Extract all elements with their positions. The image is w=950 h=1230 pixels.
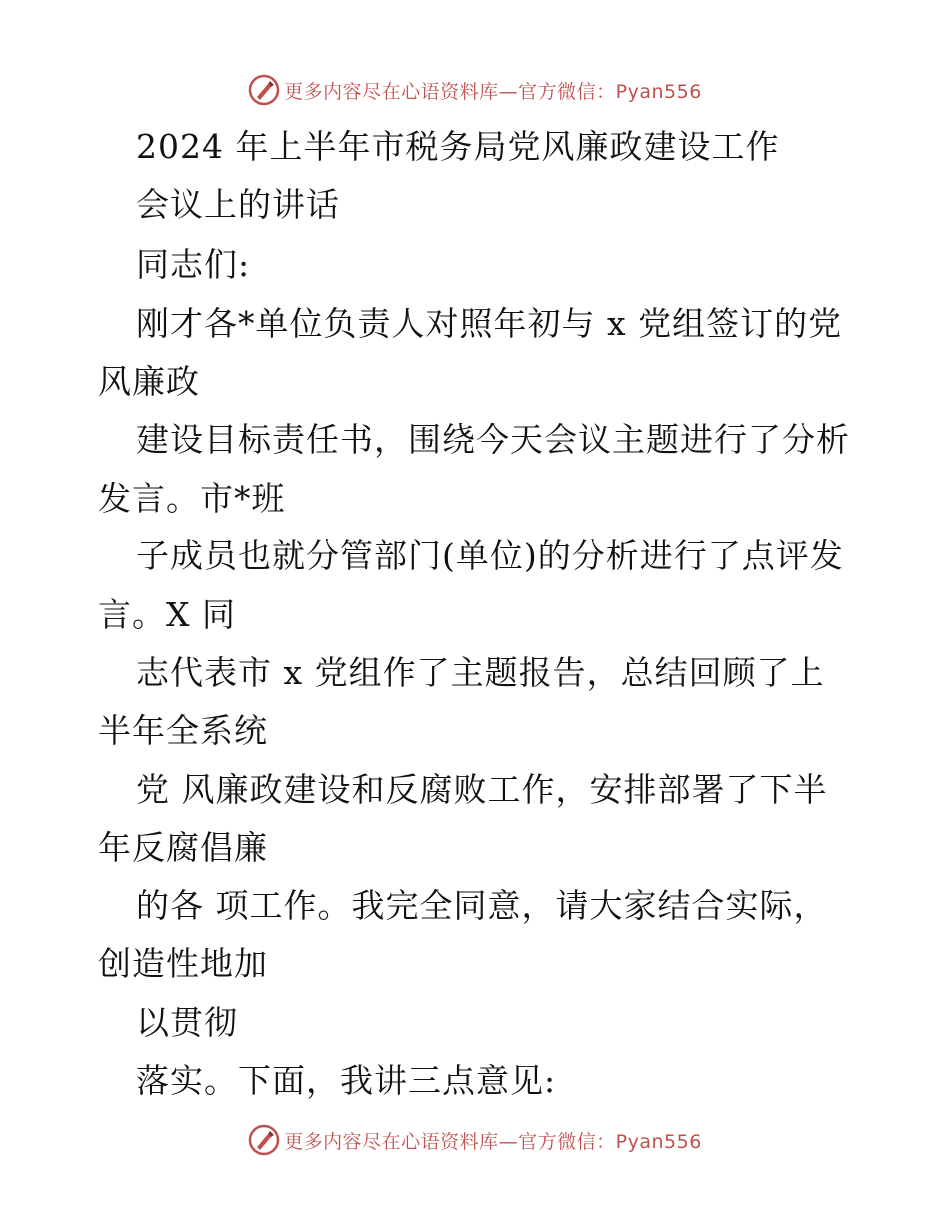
text-line-13: 年反腐倡廉 [98,828,268,867]
text-line-16: 以贯彻 [136,1003,238,1042]
text-line-3: 同志们: [136,245,251,284]
text-line-9: 言。X 同 [98,595,236,634]
text-line-7: 发言。市*班 [98,479,286,518]
watermark-text: 更多内容尽在心语资料库—官方微信：Pyan556 [284,1130,702,1153]
text-line-8: 子成员也就分管部门(单位)的分析进行了点评发 [136,536,844,575]
text-line-10: 志代表市 x 党组作了主题报告，总结回顾了上 [136,653,825,692]
text-line-17: 落实。下面，我讲三点意见: [136,1061,557,1100]
text-line-14: 的各 项工作。我完全同意，请大家结合实际， [136,886,828,925]
pen-logo-icon [248,1124,280,1156]
watermark-text: 更多内容尽在心语资料库—官方微信：Pyan556 [284,80,702,103]
footer-watermark [0,1120,950,1160]
text-line-6: 建设目标责任书，围绕今天会议主题进行了分析 [136,420,850,459]
pen-logo-icon [248,74,280,106]
header-watermark [0,70,950,110]
text-line-12: 党 风廉政建设和反腐败工作，安排部署了下半 [136,770,828,809]
text-line-11: 半年全系统 [98,711,268,750]
text-line-2: 会议上的讲话 [136,185,340,224]
text-line-1: 2024 年上半年市税务局党风廉政建设工作 [136,127,780,166]
text-line-15: 创造性地加 [98,944,268,983]
text-line-5: 风廉政 [98,362,200,401]
text-line-4: 刚才各*单位负责人对照年初与 x 党组签订的党 [136,304,843,343]
